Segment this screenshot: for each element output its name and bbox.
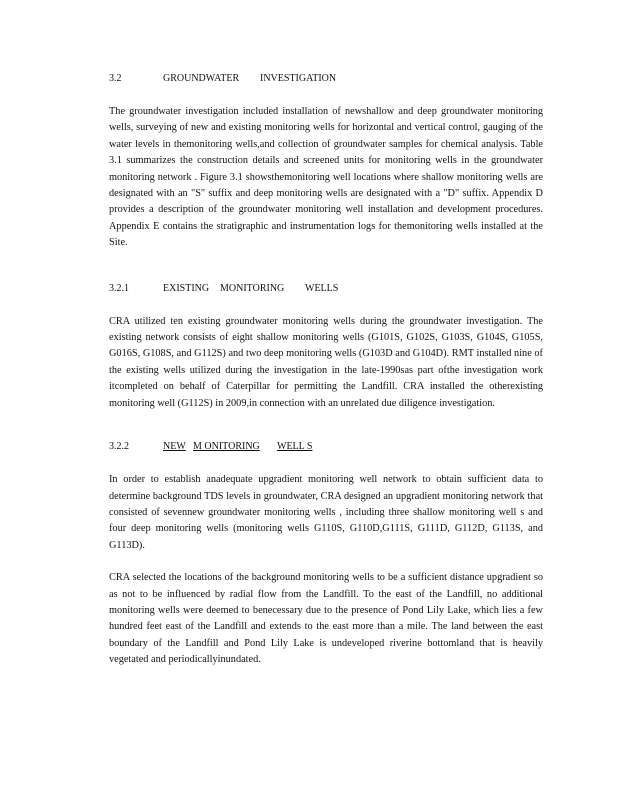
section-number: 3.2.2 [109,441,129,453]
section-paragraph: In order to establish anadequate upgradient monitoring well network to obtain sufficient data to determine background TDS levels in groundwater, CRA designed an upgradient monitoring network that consisted of sevennew groundwater monitoring wells , including three shallow monitoring well s and four deep monitoring wells (monitoring wells G110S, G110D,G111S, G111D, G112D, G113S, and G113D). [109,474,543,551]
section-heading-3-2-2 [109,440,543,454]
section-heading-3-2-1 [109,282,543,296]
document-page [109,72,543,669]
section-title-word: INVESTIGATION [260,73,337,84]
section-number: 3.2.1 [109,282,129,294]
section-number: 3.2 [109,73,122,84]
section-paragraph: The groundwater investigation included installation of newshallow and deep groundwater monitoring wells, surveying of new and existing monitoring wells for horizontal and vertical control, gauging of the water levels in themonitoring wells,and collection of groundwater samples for chemical analysis. Table 3.1 summarizes the construction details and screened units for monitoring wells in the groundwater monitoring network . Figure 3.1 showsthemonitoring well locations where shallow monitoring wells are designated with an "S" suffix and deep monitoring wells are designated with a "D" suffix. Appendix D provides a description of the groundwater monitoring well installation and development procedures. Appendix E contains the stratigraphic and instrumentation logs for themonitoring wells installed at the Site. [109,106,543,249]
section-title-word: M ONITORING [193,441,260,453]
section-heading-3-2 [109,72,543,86]
section-paragraph: CRA selected the locations of the background monitoring wells to be a sufficient distance upgradient so as not to be influenced by radial flow from the Landfill. To the east of the Landfill, no additional monitoring wells were deemed to benecessary due to the presence of Pond Lily Lake, which lies a few hundred feet east of the Landfill and extends to the east more than a mile. The land between the east boundary of the Landfill and Pond Lily Lake is undeveloped riverine bottomland that is heavily vegetated and periodicallyinundated. [109,572,543,666]
section-title-word: GROUNDWATER [163,73,240,84]
section-title-word: NEW [163,441,186,453]
section-title-word: WELL S [277,441,313,453]
section-paragraph: CRA utilized ten existing groundwater monitoring wells during the groundwater investigation. The existing network consists of eight shallow monitoring wells (G101S, G102S, G103S, G104S, G105S, G016S, G108S, and G112S) and two deep monitoring wells (G103D and G104D). RMT installed nine of the existing wells utilized during the investigation in the late-1990sas part ofthe investigation work itcompleted on behalf of Caterpillar for permitting the Landfill. CRA installed the otherexisting monitoring well (G112S) in 2009,in connection with an unrelated due diligence investigation. [109,315,543,409]
section-title-word: MONITORING [220,282,285,294]
section-title-word: EXISTING [163,282,210,294]
section-title-word: WELLS [305,282,339,294]
